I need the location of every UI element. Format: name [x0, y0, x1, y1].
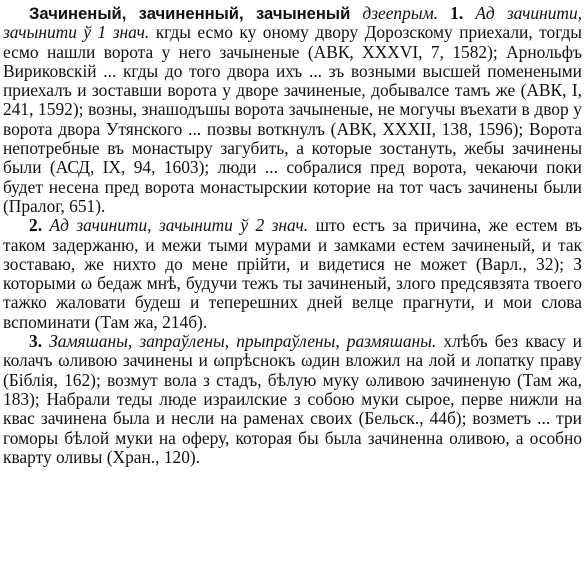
sense-1-gloss: Ад зачинити, зачынити ў 1 знач. — [3, 3, 582, 43]
sense-3-paragraph — [3, 332, 582, 467]
sense-2-gloss: Ад зачинити, зачынити ў 2 знач. — [49, 215, 309, 236]
headword: Зачиненый, зачиненный, зачыненый — [29, 4, 351, 23]
dictionary-page — [3, 0, 582, 574]
sense-1-paragraph — [3, 4, 582, 216]
sense-3-citations: хлѣбъ без квасу и колачъ ωливою зачинены и ωпрѣснокъ ωдин вложил на лой и лопатку праву (Біблія, 162); возмут вола з стадъ, бѣлую муку ωливою зачиненую (Там жа, 183); Набрали теды люде израилские з собою муки сырое, перве нижли на квас зачинена была и несли на раменах своих (Бельск., 44б); возметъ ... три гоморы бѣлой муки на оферу, которая бы была зачиненна оливою, а особно кварту оливы (Хран., 120). — [3, 331, 582, 467]
sense-3-number: 3. — [29, 331, 43, 352]
sense-1-number: 1. — [450, 3, 464, 23]
part-of-speech: дзеепрым. — [362, 3, 439, 23]
sense-1-citations: кгды есмо ку оному двору Дорозскому приехали, тогды есмо нашли ворота у него зачыненые (АВК, XXXVI, 7, 1582); Арнольфъ Вириковскій ... кгды до того двора ихъ ... зъ возными высшей поменеными приехалъ и зоставши ворота у дворе зачиненые, добывалсе тамъ же (АВК, I, 241, 1592); возны, знашодъшы ворота зачыненые, не могучы въехати в двор у ворота двора Утянского ... позвы воткнулъ (АВК, XXXII, 138, 1596); Ворота непотребные въ монастыру загубить, а которые зостануть, жебы зачинены были (АСД, IX, 94, 1603); люди ... собралися пред ворота, чекаючи поки будет несена пред ворота монастырскии которие на тот часъ зачинены были (Пралог, 651). — [3, 22, 582, 216]
sense-3-gloss: Замяшаны, запраўлены, прыпраўлены, размяшаны. — [49, 331, 437, 352]
sense-2-citations: што естъ за причина, же естем въ таком задержаню, и межи тыми мурами и замками естем зачиненый, и так зоставаю, же нихто до мене прійти, и видетися не может (Варл., 32); З которыми ω бедаж мнѣ, будучи тежъ ты зачиненый, злого предсявзята твоего тажко жаловати будеш и теперешних дней велце прагнути, и мои слова вспоминати (Там жа, 214б). — [3, 215, 582, 332]
sense-2-number: 2. — [29, 215, 43, 236]
sense-2-paragraph — [3, 216, 582, 332]
